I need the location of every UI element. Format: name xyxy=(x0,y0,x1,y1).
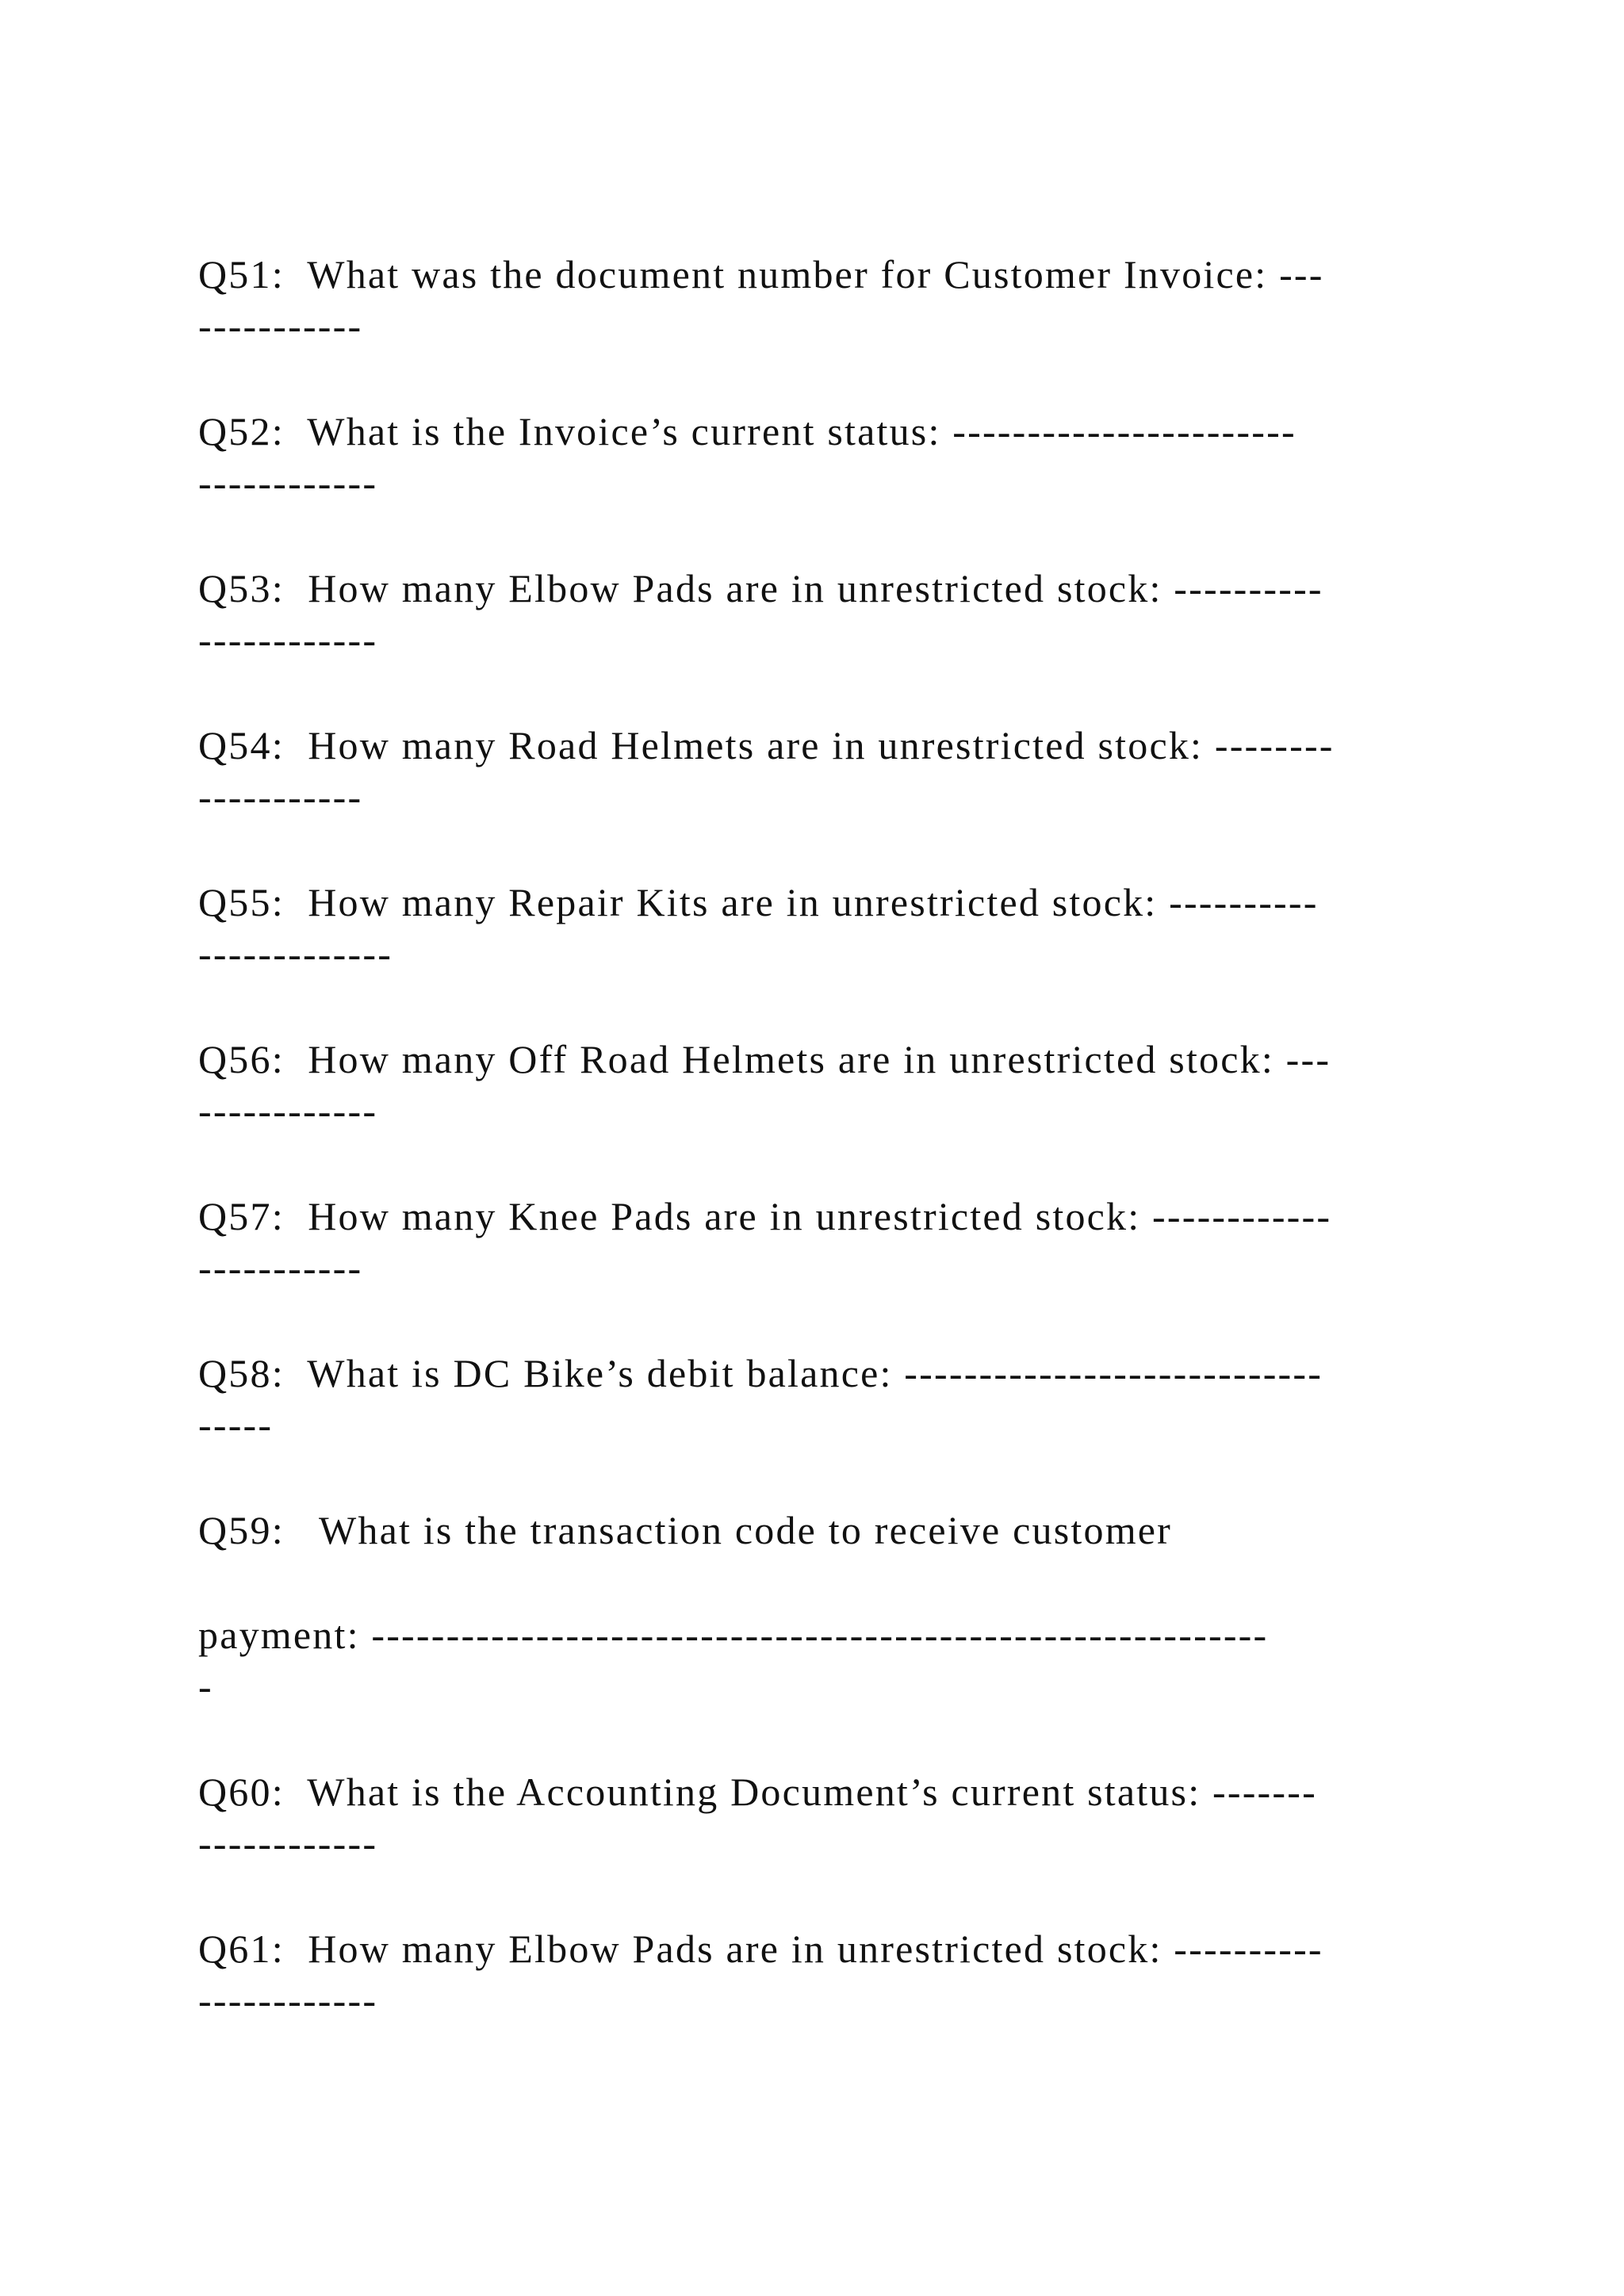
answer-blank: ------------ xyxy=(198,1821,378,1866)
answer-blank: ----------- xyxy=(198,1246,363,1290)
answer-blank: ------------- xyxy=(198,932,393,976)
question-text-continued: payment: ------------------------------------------------------------ xyxy=(198,1613,1269,1657)
answer-blank: ----------- xyxy=(198,304,363,348)
answer-blank: ------------ xyxy=(198,618,378,662)
answer-blank: ----- xyxy=(198,1402,274,1447)
question-text: Q54: How many Road Helmets are in unrestricted stock: -------- xyxy=(198,723,1335,767)
question-text: Q58: What is DC Bike’s debit balance: ---------------------------- xyxy=(198,1351,1323,1395)
answer-blank: ------------ xyxy=(198,461,378,505)
question-text: Q60: What is the Accounting Document’s current status: ------- xyxy=(198,1770,1317,1814)
question-text: Q61: How many Elbow Pads are in unrestricted stock: ---------- xyxy=(198,1927,1323,1971)
question-text: Q59: What is the transaction code to receive customer xyxy=(198,1508,1173,1552)
answer-blank: ------------ xyxy=(198,1089,378,1133)
question-text: Q51: What was the document number for Customer Invoice: --- xyxy=(198,252,1324,297)
answer-blank: ------------ xyxy=(198,1978,378,2022)
question-text: Q56: How many Off Road Helmets are in unrestricted stock: --- xyxy=(198,1037,1331,1081)
question-text: Q52: What is the Invoice’s current status: ----------------------- xyxy=(198,409,1297,453)
answer-blank: ----------- xyxy=(198,775,363,819)
question-text: Q53: How many Elbow Pads are in unrestricted stock: ---------- xyxy=(198,566,1323,610)
answer-blank: - xyxy=(198,1664,213,1709)
question-text: Q55: How many Repair Kits are in unrestricted stock: ---------- xyxy=(198,880,1319,924)
question-text: Q57: How many Knee Pads are in unrestricted stock: ------------ xyxy=(198,1194,1332,1238)
